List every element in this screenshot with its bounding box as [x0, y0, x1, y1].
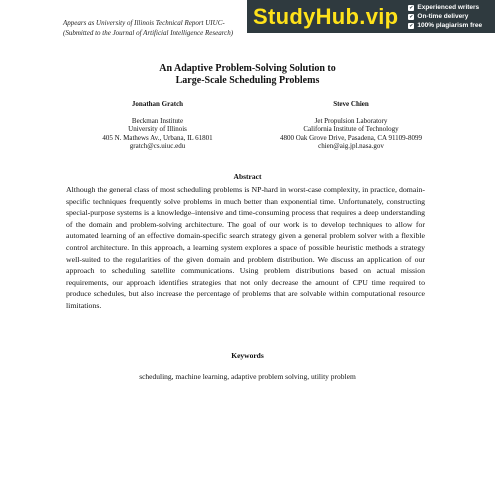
paper-title-line2: Large-Scale Scheduling Problems — [175, 75, 320, 86]
banner-feature — [408, 12, 482, 21]
checkmark-icon: ✔ — [409, 22, 414, 29]
author-address: 405 N. Mathews Av., Urbana, IL 61801 — [102, 133, 213, 142]
author-affiliation: Beckman Institute — [131, 116, 184, 125]
checkmark-icon: ✔ — [409, 13, 414, 20]
author-affiliation: Jet Propulsion Laboratory — [314, 116, 388, 125]
author-email: chien@aig.jpl.nasa.gov — [318, 142, 384, 150]
studyhub-logo[interactable]: StudyHub.vip — [253, 3, 399, 29]
banner-feature — [408, 21, 482, 30]
publication-note-line1: Appears as University of Illinois Technical Report UIUC- — [63, 19, 225, 27]
author-address: 4800 Oak Grove Drive, Pasadena, CA 91109-8099 — [279, 133, 423, 142]
author-affiliation: University of Illinois — [128, 125, 187, 133]
paper-title-line1: An Adaptive Problem-Solving Solution to — [159, 63, 336, 74]
paper-title — [0, 63, 495, 87]
publication-note-line2: (Submitted to the Journal of Artificial Intelligence Research) — [63, 29, 234, 37]
checkmark-icon: ✔ — [409, 4, 414, 11]
author-name: Steve Chien — [333, 100, 369, 108]
banner-feature-label: 100% plagiarism free — [417, 22, 483, 29]
abstract-text: Although the general class of most scheduling problems is NP-hard in worst-case complexity, in practice, domain-specific techniques frequently solve problems in much better than exponential time. Unfortunately, constructing special-purpose systems is a knowledge–intensive and time-consuming process that requires a deep understanding of the domain and problem-solving architecture. The goal of our work is to develop techniques to allow for automated learning of an effective domain-specific search strategy given a general problem solver with a flexible control architecture. In this approach, a learning system explores a space of possible heuristic methods a strategy well-suited to the regularities of the given domain and problem distribution. We discuss an application of our approach to scheduling satellite communications. Using problem distributions based on actual mission requirements, our approach identifies strategies that not only decrease the amount of CPU time required to produce schedules, but also increase the percentage of problems that are solvable within computational resource limitations. — [66, 185, 425, 310]
abstract-heading: Abstract — [233, 172, 262, 181]
banner-feature-label: On-time delivery — [417, 13, 469, 20]
author-block-gratch — [70, 100, 245, 151]
author-name: Jonathan Gratch — [131, 100, 184, 108]
keywords-heading: Keywords — [231, 351, 264, 360]
publication-note — [63, 18, 233, 38]
banner-feature-list — [408, 3, 482, 30]
keywords-text: scheduling, machine learning, adaptive problem solving, utility problem — [139, 372, 356, 381]
banner-feature — [408, 3, 482, 12]
studyhub-banner[interactable] — [247, 0, 495, 33]
banner-feature-label: Experienced writers — [417, 4, 480, 11]
author-block-chien — [262, 100, 440, 151]
author-email: gratch@cs.uiuc.edu — [129, 142, 186, 150]
author-affiliation: California Institute of Technology — [303, 125, 399, 133]
